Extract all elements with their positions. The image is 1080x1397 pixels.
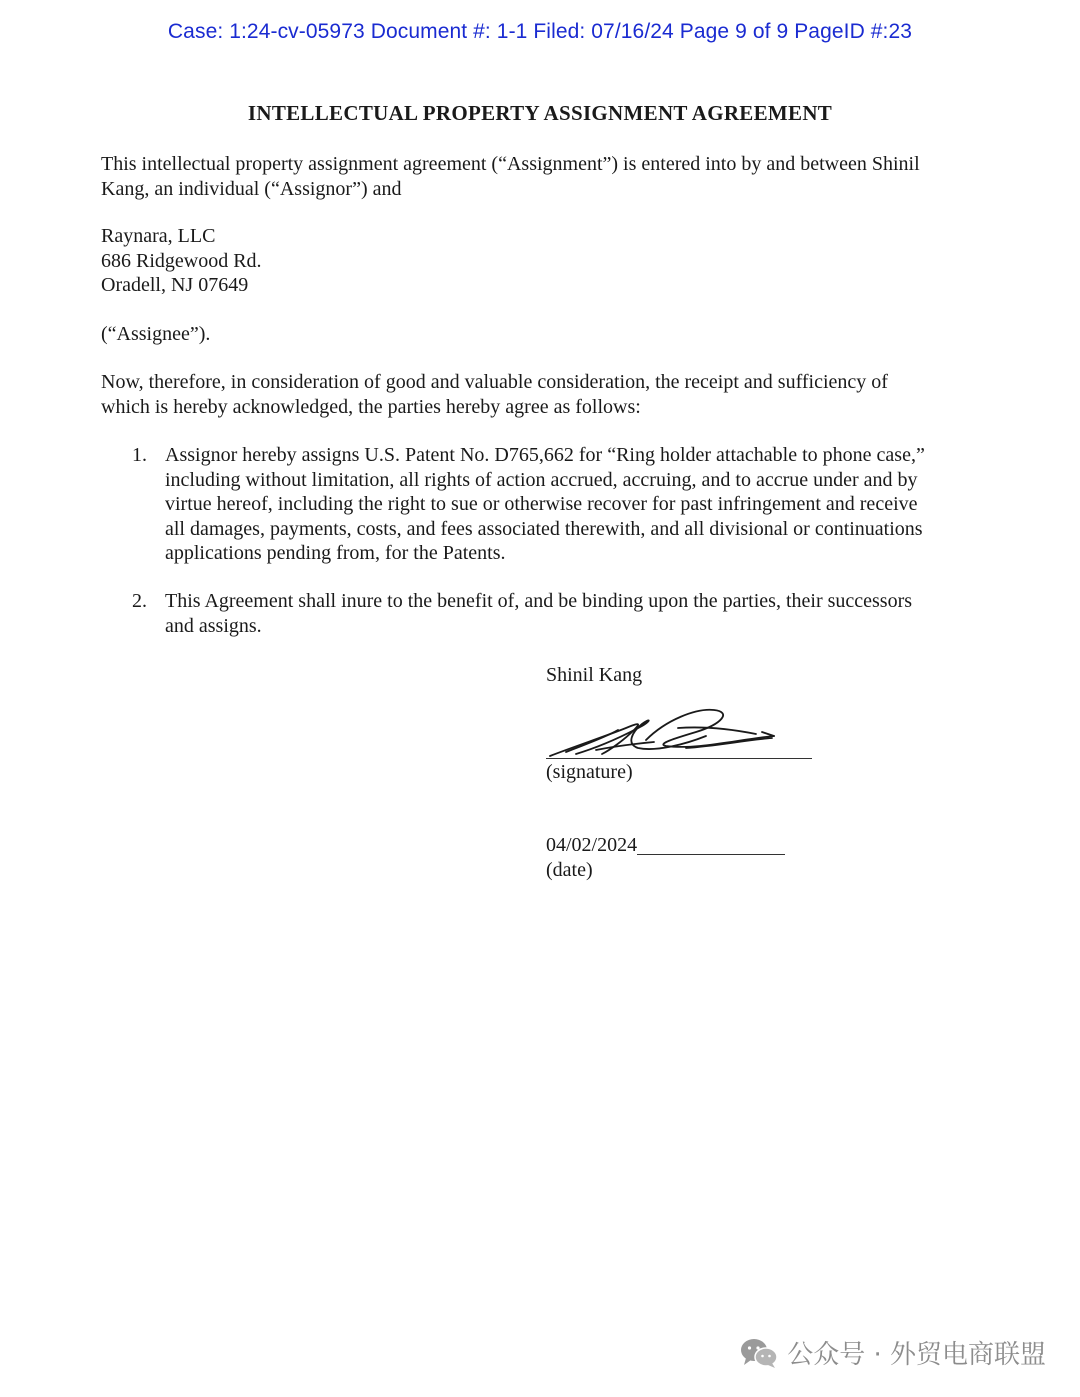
clause-line: virtue hereof, including the right to sue or otherwise recover for past infringement and receive (165, 493, 918, 515)
assignee-name: Raynara, LLC (101, 225, 216, 247)
date-field (546, 833, 785, 858)
clause-line: applications pending from, for the Patents. (165, 542, 506, 564)
assignee-street: 686 Ridgewood Rd. (101, 249, 262, 272)
handwritten-signature (546, 700, 812, 762)
date-label: (date) (546, 859, 593, 881)
consideration-line-2: which is hereby acknowledged, the parties hereby agree as follows: (101, 395, 641, 418)
clause-line: Assignor hereby assigns U.S. Patent No. D765,662 for “Ring holder attachable to phone case,” (165, 444, 925, 466)
watermark (739, 1334, 1046, 1371)
date-underline (637, 854, 785, 855)
clause-line: all damages, payments, costs, and fees associated therewith, and all divisional or continuations (165, 517, 923, 540)
clause-number: 1. (132, 444, 147, 466)
case-header: Case: 1:24-cv-05973 Document #: 1-1 Filed: 07/16/24 Page 9 of 9 PageID #:23 (167, 20, 913, 43)
clause-1 (132, 443, 982, 566)
intro-line-2: Kang, an individual (“Assignor”) and (101, 177, 402, 200)
signature-line (546, 758, 812, 759)
clause-line: This Agreement shall inure to the benefit of, and be binding upon the parties, their successors (165, 590, 913, 612)
clause-text (165, 589, 982, 638)
signatory-name: Shinil Kang (546, 664, 643, 686)
consideration-paragraph (101, 370, 981, 419)
clause-2 (132, 589, 982, 638)
clause-number: 2. (132, 590, 147, 612)
assignee-label: (“Assignee”). (101, 323, 211, 345)
clause-text (165, 443, 982, 566)
watermark-text: 公众号 · 外贸电商联盟 (787, 1340, 1046, 1370)
intro-line-1: This intellectual property assignment agreement (“Assignment”) is entered into by and between Shinil (101, 153, 920, 175)
document-title: INTELLECTUAL PROPERTY ASSIGNMENT AGREEMENT (247, 101, 833, 125)
clause-line: including without limitation, all rights of action accrued, accruing, and to accrue under and by (165, 468, 918, 491)
consideration-line-1: Now, therefore, in consideration of good and valuable consideration, the receipt and sufficiency of (101, 371, 888, 393)
assignee-address (101, 224, 981, 298)
intro-paragraph (101, 152, 981, 201)
signature-label: (signature) (546, 761, 633, 783)
clause-line: and assigns. (165, 614, 262, 637)
assignee-city: Oradell, NJ 07649 (101, 274, 249, 296)
wechat-icon (739, 1336, 779, 1370)
date-value: 04/02/2024 (546, 834, 638, 856)
